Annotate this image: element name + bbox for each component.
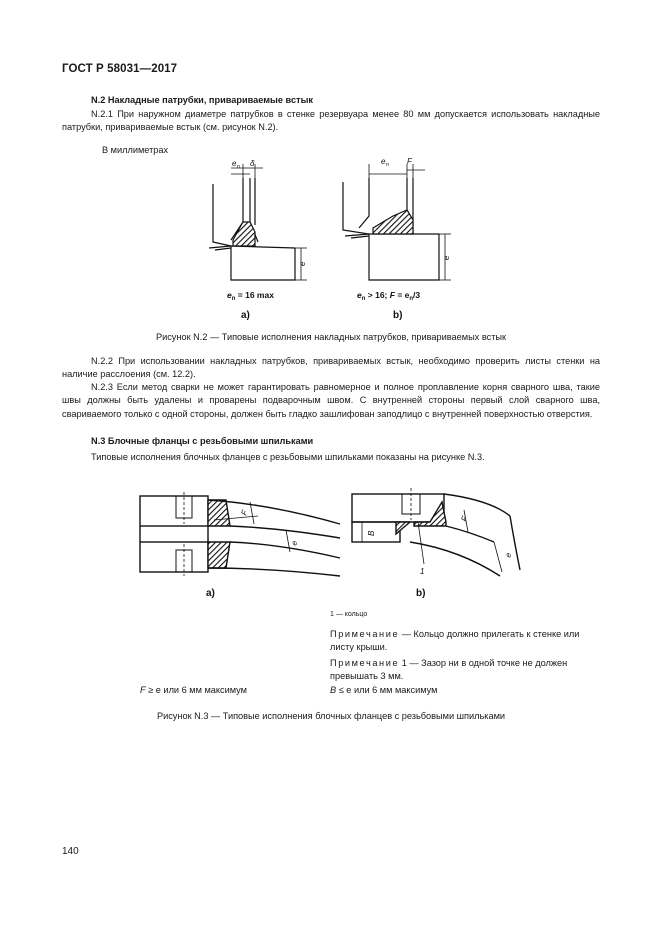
section-n3-heading: N.3 Блочные фланцы с резьбовыми шпильками (91, 436, 314, 446)
figure-n2-b-condition: $e_n > 16$; $F = e_n/3$ (357, 290, 421, 302)
figure-n3-drawing (130, 480, 530, 605)
figure-n3-a-label-F: F (239, 509, 250, 517)
figure-n2-drawing (195, 150, 475, 330)
figure-n3-note-2 (330, 657, 600, 683)
figure-n3-condition-a: F ≥ e или 6 мм максимум (140, 685, 247, 695)
figure-n3-sketch-b (352, 488, 520, 576)
label-F-b: F (407, 157, 412, 166)
figure-n3-caption: Рисунок N.3 — Типовые исполнения блочных фланцев с резьбовыми шпильками (156, 711, 506, 721)
figure-n2-sub-a: a) (241, 310, 250, 321)
figure-n3-sketch-a (140, 492, 340, 576)
figure-n3-a-label-e: e (289, 539, 300, 547)
paragraph-n2-3: N.2.3 Если метод сварки не может гарантировать равномерное и полное проплавление корня сварного шва, такие швы должны быть удалены и проварены подварочным швом. С внутренней стороны первый слой сварного шва, свариваемого только с одной стороны, должен быть гладко зашлифован заподлицо с внутренней поверхностью отверстия. (62, 382, 600, 419)
label-en-a-sub: n (237, 164, 241, 170)
units-note: В миллиметрах (102, 145, 169, 155)
figure-n3-b-label-B: B (367, 530, 376, 536)
label-e-b: e (442, 255, 451, 260)
figure-n2-sketch-a (209, 164, 307, 280)
figure-n3-sub-a: a) (206, 588, 215, 599)
figure-n2-caption: Рисунок N.2 — Типовые исполнения накладных патрубков, привариваемых встык (155, 332, 507, 342)
section-n2-heading: N.2 Накладные патрубки, привариваемые встык (91, 95, 314, 105)
figure-n2-sketch-b-labels (381, 157, 451, 260)
label-e-a: e (298, 261, 307, 266)
paragraph-n2-2: N.2.2 При использовании накладных патрубков, привариваемых встык, необходимо проверить листы стенки на наличие расслоения (см. 12.2). (62, 356, 600, 380)
label-en-a: e (232, 159, 237, 168)
note-2-word: Примечание (330, 658, 400, 668)
figure-n3-b-label-e: e (503, 551, 514, 559)
figure-n3-note-1 (330, 628, 600, 654)
label-en-b: e (381, 157, 386, 166)
figure-n2-sketch-b (343, 164, 451, 280)
note-1-text: — Кольцо должно прилегать к стенке или листу крыши. (330, 629, 580, 652)
figure-n3-b-label-F: F (459, 515, 470, 523)
page-number: 140 (62, 846, 79, 857)
note-2-text: 1 — Зазор ни в одной точке не должен превышать 3 мм. (330, 658, 568, 681)
paragraph-n3: Типовые исполнения блочных фланцев с резьбовыми шпильками показаны на рисунке N.3. (91, 452, 485, 462)
document-header: ГОСТ Р 58031—2017 (62, 63, 178, 75)
figure-n2-a-condition: $e_n = 16$ max (227, 290, 274, 302)
figure-n3-legend: 1 — кольцо (330, 611, 368, 618)
note-1-word: Примечание (330, 629, 400, 639)
label-delta: δ (250, 159, 255, 168)
paragraph-n2-1: N.2.1 При наружном диаметре патрубков в стенке резервуара менее 80 мм допускается использовать накладные патрубки, привариваемые встык (см. рисунок N.2). (62, 109, 600, 133)
figure-n3-condition-b: B ≤ e или 6 мм максимум (330, 685, 438, 695)
figure-n3-sub-b: b) (416, 588, 426, 599)
figure-n2-sub-b: b) (393, 310, 403, 321)
label-en-b-sub: n (386, 162, 390, 168)
figure-n3-b-label-1: 1 (420, 567, 425, 576)
